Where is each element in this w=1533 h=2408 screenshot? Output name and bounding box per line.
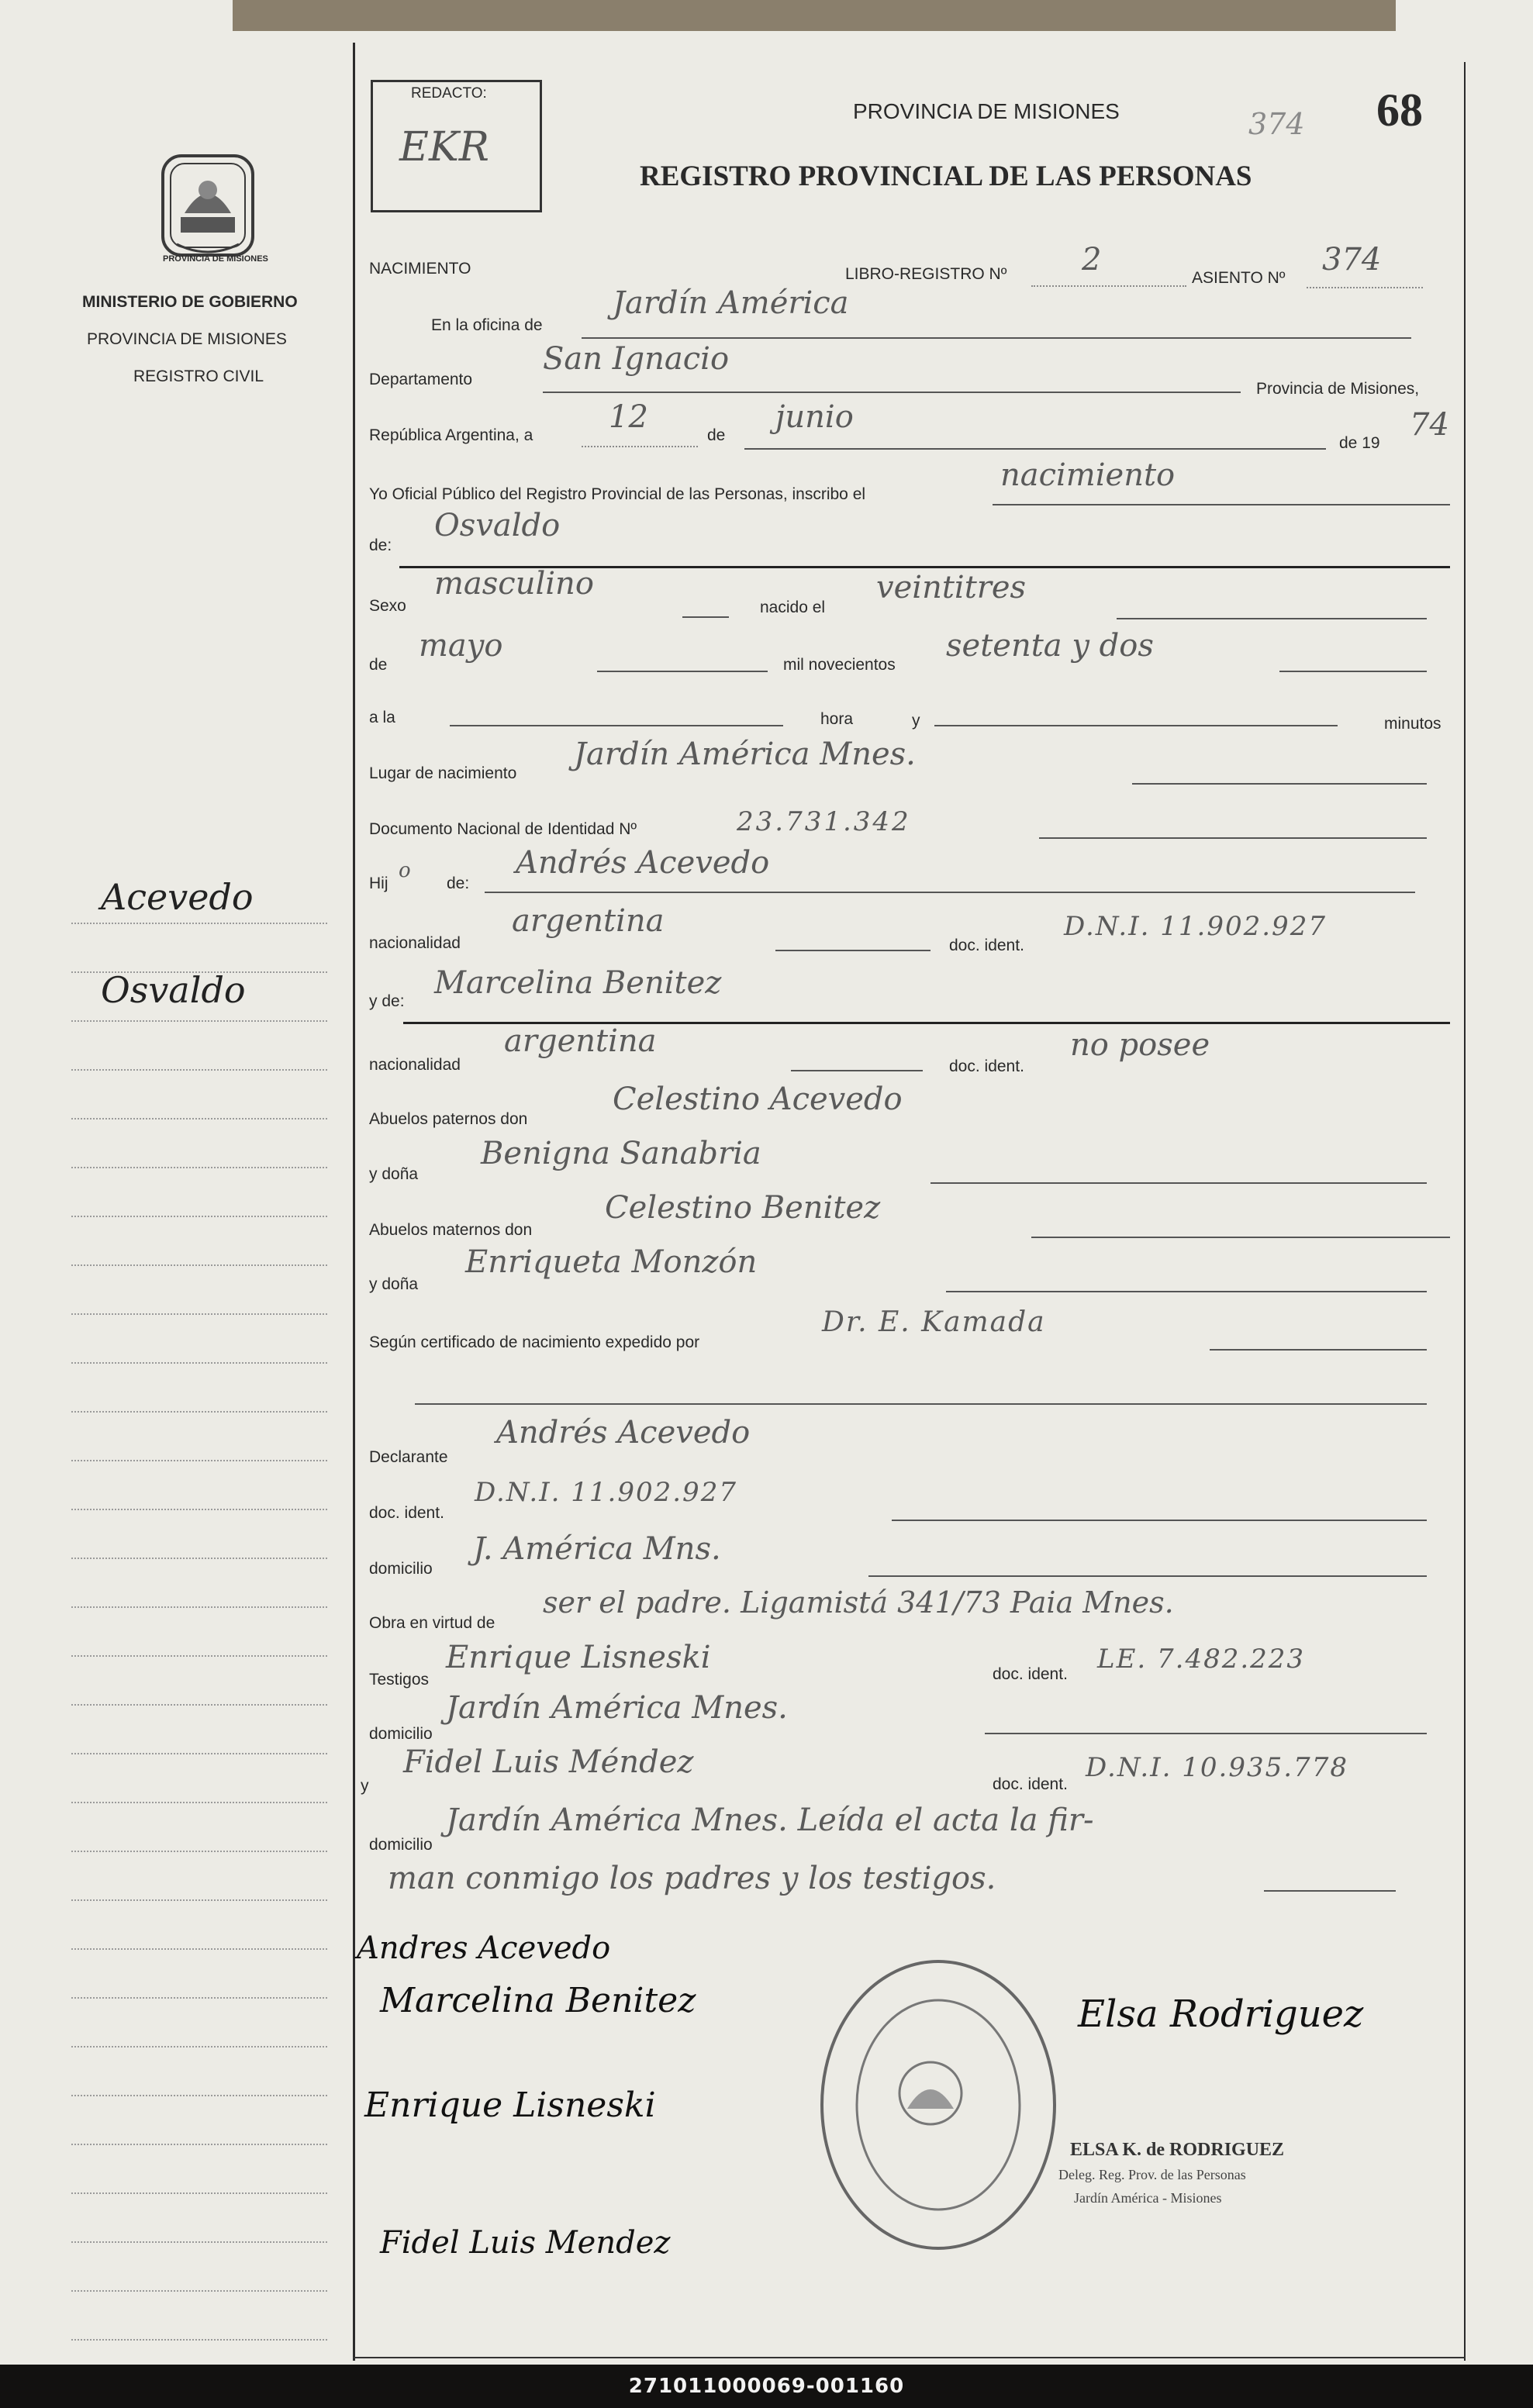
doc-ident3-label: doc. ident.	[369, 1504, 444, 1522]
y-de-label: y de:	[369, 992, 405, 1010]
republica-label: República Argentina, a	[369, 426, 533, 444]
doc-ident1-label: doc. ident.	[949, 937, 1024, 954]
margin-dotted-line	[71, 971, 327, 973]
mes-line	[744, 448, 1326, 450]
margin-dotted-line	[71, 1851, 327, 1852]
lugar-label: Lugar de nacimiento	[369, 764, 517, 782]
margin-dotted-line	[71, 1948, 327, 1950]
y1-label: y	[912, 712, 920, 730]
nacido-mes-line	[597, 671, 768, 672]
margin-dotted-line	[71, 1753, 327, 1754]
ministry-heading: MINISTERIO DE GOBIERNO	[82, 293, 298, 311]
abuela-paterna-value: Benigna Sanabria	[481, 1136, 761, 1171]
dia-line	[582, 446, 698, 447]
margin-dotted-line	[71, 1997, 327, 1999]
certificado-value: Dr. E. Kamada	[822, 1306, 1046, 1338]
acto-value: nacimiento	[1000, 457, 1176, 493]
doc-ident2-label: doc. ident.	[949, 1057, 1024, 1075]
abuelo-materno-line	[1031, 1237, 1450, 1238]
mes-value: junio	[775, 399, 854, 435]
signature-mother: Marcelina Benitez	[380, 1981, 696, 2020]
dni-value: 23.731.342	[737, 806, 911, 837]
folio-number: 68	[1376, 85, 1423, 136]
abuelo-materno-value: Celestino Benitez	[605, 1190, 881, 1226]
dni-label: Documento Nacional de Identidad Nº	[369, 820, 637, 838]
nac-padre-value: argentina	[512, 903, 665, 939]
asiento-label: ASIENTO Nº	[1192, 269, 1286, 287]
margin-dotted-line	[71, 1362, 327, 1364]
margin-dotted-line	[71, 1509, 327, 1510]
y-dona1-label: y doña	[369, 1165, 419, 1183]
minutos-label: minutos	[1384, 715, 1442, 733]
doc-ident5-label: doc. ident.	[993, 1775, 1068, 1793]
province-seal	[154, 143, 262, 267]
oficina-value: Jardín América	[613, 285, 849, 321]
margin-dotted-line	[71, 1216, 327, 1217]
y-dona2-label: y doña	[369, 1275, 419, 1293]
doc-ident4-label: doc. ident.	[993, 1665, 1068, 1683]
domicilio-testigo2-line2: man conmigo los padres y los testigos.	[388, 1861, 996, 1896]
signature-declarante: Andres Acevedo	[357, 1930, 611, 1966]
nacido-mes-value: mayo	[419, 628, 503, 664]
domicilio-declarante-value: J. América Mns.	[473, 1531, 721, 1567]
libro-label: LIBRO-REGISTRO Nº	[845, 265, 1007, 283]
departamento-value: San Ignacio	[543, 341, 730, 377]
domicilio2-label: domicilio	[369, 1725, 433, 1743]
province-title: PROVINCIA DE MISIONES	[853, 99, 1120, 123]
margin-dotted-line	[71, 2095, 327, 2096]
hora-label: hora	[820, 710, 854, 728]
nac-padre-line	[775, 950, 931, 951]
nacido-anio-line	[1279, 671, 1427, 672]
margin-dotted-line	[71, 2290, 327, 2292]
lugar-value: Jardín América Mnes.	[574, 737, 916, 772]
obra-value: ser el padre. Ligamistá 341/73 Paia Mnes.	[543, 1585, 1174, 1620]
margin-dotted-line	[71, 2046, 327, 2047]
act-type-label: NACIMIENTO	[369, 260, 471, 278]
nacionalidad2-label: nacionalidad	[369, 1056, 461, 1074]
doc-padre-value: D.N.I. 11.902.927	[1064, 911, 1327, 942]
domicilio3-label: domicilio	[369, 1836, 433, 1854]
domicilio1-label: domicilio	[369, 1560, 433, 1578]
margin-dotted-line	[71, 1020, 327, 1022]
nacido-dia-line	[1117, 618, 1427, 619]
margin-dotted-line	[71, 2192, 327, 2194]
page-bottom-rule	[353, 2357, 1466, 2358]
yo-oficial-label: Yo Oficial Público del Registro Provincial de las Personas, inscribo el	[369, 485, 866, 503]
doc-testigo2-value: D.N.I. 10.935.778	[1086, 1752, 1348, 1783]
acto-line	[993, 504, 1450, 505]
domicilio-declarante-line	[868, 1575, 1427, 1577]
margin-dotted-line	[71, 1606, 327, 1608]
margin-dotted-line	[71, 1167, 327, 1168]
de19-label: de 19	[1339, 434, 1380, 452]
domicilio-testigo1-value: Jardín América Mnes.	[446, 1690, 788, 1726]
testigos-label: Testigos	[369, 1671, 430, 1689]
margin-rule	[353, 43, 355, 2361]
oficina-line	[582, 337, 1411, 339]
a-la-label: a la	[369, 709, 395, 726]
image-id-footer: 271011000069-001160	[0, 2365, 1533, 2408]
nacido-el-label: nacido el	[760, 599, 826, 616]
sexo-line	[682, 616, 729, 618]
libro-line	[1031, 285, 1186, 287]
redacto-initials: EKR	[399, 124, 489, 171]
obra-label: Obra en virtud de	[369, 1614, 495, 1632]
abuelos-paternos-label: Abuelos paternos don	[369, 1110, 528, 1128]
redacto-label: REDACTO:	[411, 85, 487, 102]
anio-value: 74	[1410, 407, 1449, 443]
margin-dotted-line	[71, 2241, 327, 2243]
departamento-label: Departamento	[369, 371, 473, 388]
certificado-line-2	[415, 1403, 1427, 1405]
pencil-note: 374	[1248, 107, 1305, 141]
testigo1-value: Enrique Lisneski	[446, 1640, 711, 1675]
departamento-line	[543, 392, 1241, 393]
certificado-line	[1210, 1349, 1427, 1351]
oficina-label: En la oficina de	[431, 316, 543, 334]
doc-testigo1-value: LE. 7.482.223	[1097, 1644, 1306, 1675]
province-heading: PROVINCIA DE MISIONES	[87, 330, 287, 348]
doc-madre-value: no posee	[1070, 1027, 1210, 1063]
nacionalidad1-label: nacionalidad	[369, 934, 461, 952]
doc-declarante-value: D.N.I. 11.902.927	[475, 1477, 737, 1508]
seal-caption: PROVINCIA DE MISIONES	[163, 254, 268, 264]
doc-declarante-line	[892, 1520, 1427, 1521]
segun-certificado-label: Según certificado de nacimiento expedido por	[369, 1333, 700, 1351]
margin-dotted-line	[71, 1264, 327, 1266]
margin-dotted-line	[71, 1069, 327, 1071]
margin-dotted-line	[71, 1899, 327, 1901]
margin-given-name: Osvaldo	[101, 969, 246, 1011]
lugar-line	[1132, 783, 1427, 785]
stamp-name: ELSA K. de RODRIGUEZ	[1070, 2140, 1285, 2160]
madre-value: Marcelina Benitez	[434, 965, 722, 1001]
nac-madre-line	[791, 1070, 923, 1071]
abuela-paterna-line	[931, 1182, 1427, 1184]
nombre-value: Osvaldo	[434, 508, 561, 543]
de3-label: de	[369, 656, 388, 674]
signature-witness2: Fidel Luis Mendez	[380, 2225, 671, 2261]
margin-dotted-line	[71, 1558, 327, 1559]
stamp-place: Jardín América - Misiones	[1074, 2190, 1222, 2206]
de1-label: de	[707, 426, 726, 444]
registry-stamp	[814, 1954, 1062, 2256]
signature-witness1: Enrique Lisneski	[364, 2085, 656, 2125]
domicilio-testigo2-line1: Jardín América Mnes. Leída el acta la fir-	[446, 1803, 1094, 1838]
margin-dotted-line	[71, 1411, 327, 1413]
right-rule	[1464, 62, 1466, 2361]
margin-dotted-line	[71, 1313, 327, 1315]
domicilio-testigo1-line	[985, 1733, 1427, 1734]
padre-line	[485, 892, 1415, 893]
margin-dotted-line	[71, 2339, 327, 2341]
asiento-line	[1307, 287, 1423, 288]
registry-title: REGISTRO PROVINCIAL DE LAS PERSONAS	[640, 160, 1252, 192]
mil-novecientos-label: mil novecientos	[783, 656, 896, 674]
sexo-value: masculino	[434, 566, 594, 602]
stamp-title: Deleg. Reg. Prov. de las Personas	[1058, 2167, 1246, 2182]
margin-dotted-line	[71, 1704, 327, 1706]
hij-label: Hij	[369, 875, 388, 892]
libro-value: 2	[1082, 242, 1102, 278]
a-la-line	[450, 725, 783, 726]
hij-suffix: o	[399, 859, 411, 882]
nacido-dia-value: veintitres	[876, 570, 1027, 605]
de2-label: de:	[369, 536, 392, 554]
y2-label: y	[361, 1777, 369, 1795]
dia-value: 12	[609, 399, 648, 435]
abuelos-maternos-label: Abuelos maternos don	[369, 1221, 533, 1239]
testigo2-value: Fidel Luis Méndez	[403, 1744, 694, 1780]
registry-heading: REGISTRO CIVIL	[133, 367, 264, 385]
margin-dotted-line	[71, 1118, 327, 1119]
declarante-value: Andrés Acevedo	[496, 1415, 751, 1451]
margin-dotted-line	[71, 923, 327, 924]
provincia-label: Provincia de Misiones,	[1256, 380, 1420, 398]
abuela-materna-value: Enriqueta Monzón	[465, 1244, 758, 1280]
sexo-label: Sexo	[369, 597, 406, 615]
background-edge	[233, 0, 1396, 31]
margin-dotted-line	[71, 1655, 327, 1657]
nacido-anio-value: setenta y dos	[946, 628, 1154, 664]
margin-surname: Acevedo	[101, 876, 254, 918]
signature-official: Elsa Rodriguez	[1078, 1992, 1364, 2036]
asiento-value: 374	[1322, 242, 1382, 278]
minutos-line	[934, 725, 1338, 726]
padre-value: Andrés Acevedo	[516, 845, 770, 881]
nac-madre-value: argentina	[504, 1023, 657, 1059]
declarante-label: Declarante	[369, 1448, 448, 1466]
domicilio-testigo2-end-line	[1264, 1890, 1396, 1892]
margin-dotted-line	[71, 2144, 327, 2145]
dni-line	[1039, 837, 1427, 839]
margin-dotted-line	[71, 1802, 327, 1803]
abuelo-paterno-value: Celestino Acevedo	[613, 1082, 903, 1117]
de4-label: de:	[447, 875, 470, 892]
abuela-materna-line	[946, 1291, 1427, 1292]
margin-dotted-line	[71, 1460, 327, 1461]
